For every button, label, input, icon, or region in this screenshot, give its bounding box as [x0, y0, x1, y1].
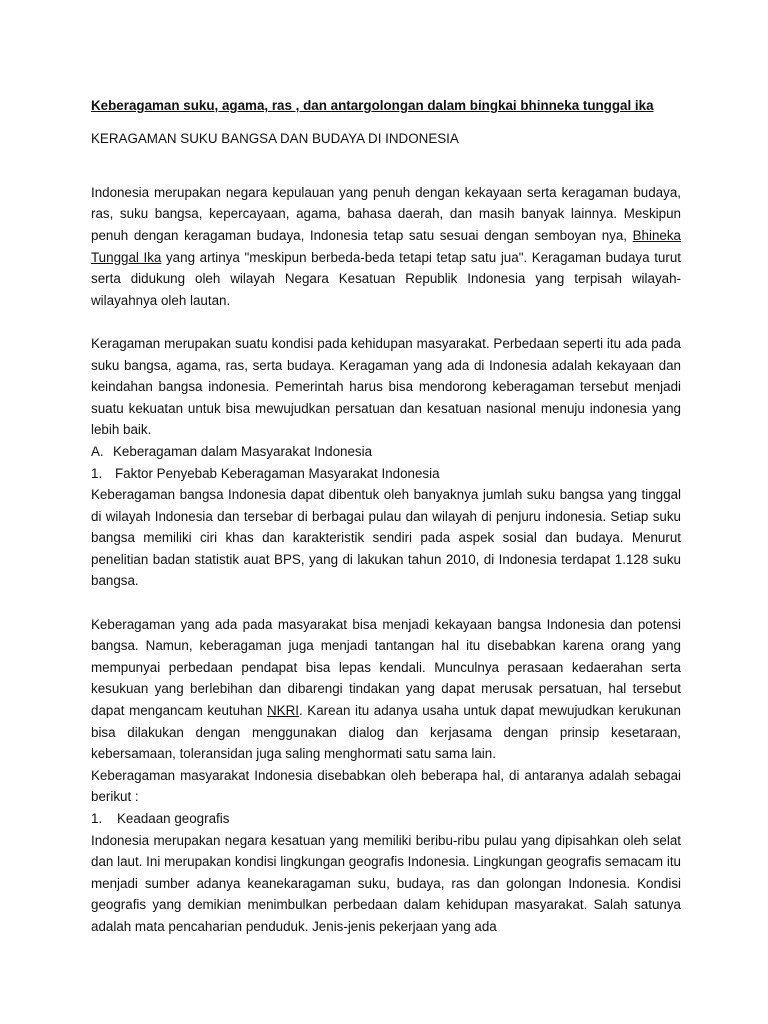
- paragraph-3: Keberagaman bangsa Indonesia dapat dibentuk oleh banyaknya jumlah suku bangsa yang tinggal di wilayah Indonesia dan tersebar di berbagai pulau dan wilayah di penjuru indonesia. Setiap suku bangsa memiliki ciri khas dan karakteristik sendiri pada aspek sosial dan budaya. Menurut penelitian badan statistik auat BPS, yang di lakukan tahun 2010, di Indonesia terdapat 1.128 suku bangsa.: [91, 487, 681, 589]
- bhineka-tunggal-ika-link[interactable]: Bhineka Tunggal Ika: [91, 227, 681, 265]
- paragraph-5: Keberagaman masyarakat Indonesia disebabkan oleh beberapa hal, di antaranya adalah sebagai berikut :: [91, 767, 681, 805]
- paragraph-6: Indonesia merupakan negara kesatuan yang memiliki beribu-ribu pulau yang dipisahkan oleh selat dan laut. Ini merupakan kondisi lingkungan geografis Indonesia. Lingkungan geografis semacam itu menjadi sumber adanya keanekaragaman suku, budaya, ras dan golongan Indonesia. Kondisi geografis yang demikian menimbulkan perbedaan dalam kehidupan masyarakat. Salah satunya adalah mata pencaharian penduduk. Jenis-jenis pekerjaan yang ada: [91, 832, 681, 934]
- spacer: [91, 592, 681, 614]
- section-heading: KERAGAMAN SUKU BANGSA DAN BUDAYA DI INDONESIA: [91, 130, 459, 146]
- item-1-heading: 1. Keadaan geografis: [91, 811, 230, 826]
- section-a-heading: A. Keberagaman dalam Masyarakat Indonesia: [91, 443, 373, 459]
- section-1-heading: 1. Faktor Penyebab Keberagaman Masyarakat Indonesia: [91, 465, 440, 481]
- nkri-link[interactable]: NKRI: [267, 703, 300, 719]
- spacer: [91, 160, 681, 182]
- paragraph-2: Keragaman merupakan suatu kondisi pada kehidupan masyarakat. Perbedaan seperti itu ada pada suku bangsa, agama, ras, serta budaya. Keragaman yang ada di Indonesia adalah kekayaan dan keindahan bangsa indonesia. Pemerintah harus bisa mendorong keberagaman tersebut menjadi suatu kekuatan untuk bisa mewujudkan persatuan dan kesatuan nasional menuju indonesia yang lebih baik.: [91, 335, 681, 438]
- document-title: Keberagaman suku, agama, ras , dan antargolongan dalam bingkai bhinneka tunggal ika: [91, 98, 654, 113]
- paragraph-4: Keberagaman yang ada pada masyarakat bisa menjadi kekayaan bangsa Indonesia dan potensi bangsa. Namun, keberagaman juga menjadi tantangan hal itu disebabkan karena orang yang mempunyai perbedaan pendapat bisa lepas kendali. Munculnya perasaan kedaerahan serta kesukuan yang berlebihan dan dibarengi tindakan yang dapat merusak persatuan, hal tersebut dapat mengancam keutuhan NKRI. Karean itu adanya usaha untuk dapat mewujudkan kerukunan bisa dilakukan dengan menggunakan dialog dan kerjasama dengan prinsip kesetaraan, kebersamaan, toleransidan juga saling menghormati satu sama lain.: [91, 616, 681, 762]
- paragraph-1: Indonesia merupakan negara kepulauan yang penuh dengan kekayaan serta keragaman budaya, ras, suku bangsa, kepercayaan, agama, bahasa daerah, dan masih banyak lainnya. Meskipun penuh dengan keragaman budaya, Indonesia tetap satu sesuai dengan semboyan nya, Bhineka Tunggal Ika yang artinya "meskipun berbeda-beda tetapi tetap satu jua". Keragaman budaya turut serta didukung oleh wilayah Negara Kesatuan Republik Indonesia yang terpisah wilayah-wilayahnya oleh lautan.: [91, 184, 681, 308]
- spacer: [91, 311, 681, 333]
